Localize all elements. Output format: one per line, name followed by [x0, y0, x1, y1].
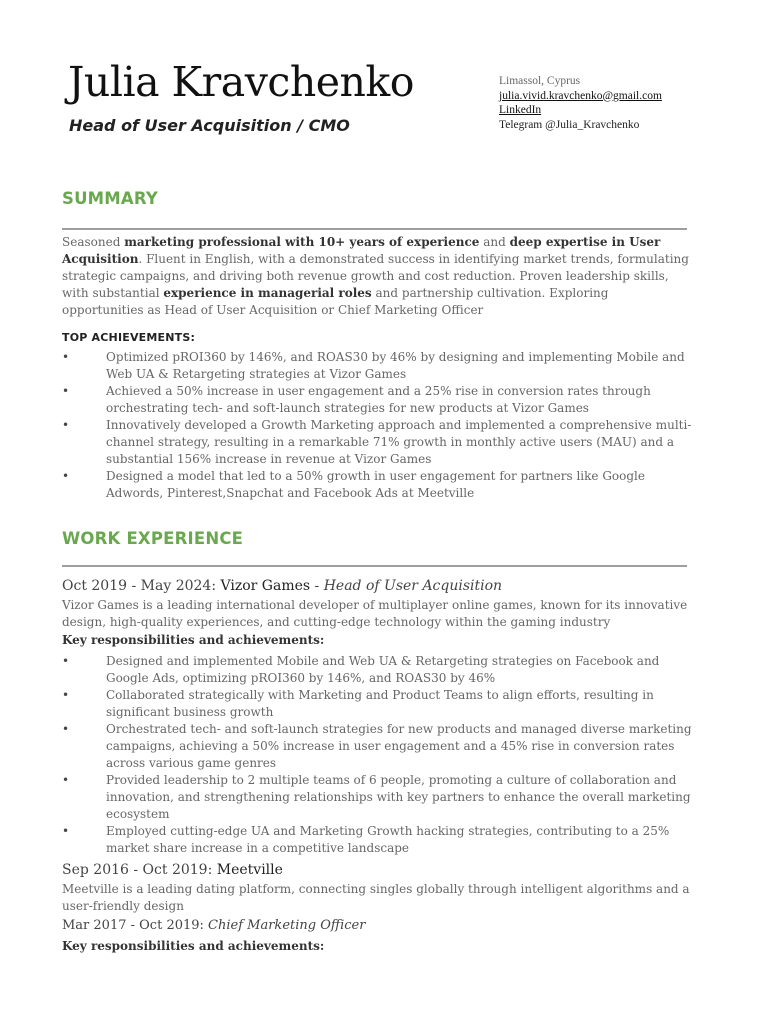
- job-2-role-dates: Mar 2017 - Oct 2019:: [62, 918, 209, 933]
- contact-linkedin-link[interactable]: LinkedIn: [499, 104, 542, 116]
- job-1-dates: Oct 2019 - May 2024:: [62, 578, 221, 594]
- list-item: [62, 417, 692, 468]
- summary-bold-2: 10+ years of experience: [318, 235, 480, 249]
- contact-telegram: Telegram @Julia_Kravchenko: [499, 118, 640, 131]
- summary-bold-4: experience in managerial roles: [163, 286, 372, 300]
- list-item-text: Optimized pROI360 by 146%, and ROAS30 by 46% by designing and implementing Mobile and Web UA & Retargeting strategies at Vizor Games: [106, 350, 685, 381]
- list-item-text: Designed a model that led to a 50% growth in user engagement for partners like Google Adwords, Pinterest,Snapchat and Facebook Ads at Meetville: [106, 469, 645, 500]
- job-2-header: [62, 862, 283, 878]
- bullet-icon: •: [62, 469, 70, 483]
- list-item: [62, 687, 692, 721]
- summary-bold-3: deep expertise in User Acquisition: [62, 235, 661, 266]
- top-achievements-list: [62, 349, 692, 502]
- contact-email-link[interactable]: julia.vivid.kravchenko@gmail.com: [499, 89, 662, 102]
- job-1-company: Vizor Games: [220, 578, 311, 594]
- list-item: [62, 653, 692, 687]
- top-achievements-heading: TOP ACHIEVEMENTS:: [62, 331, 196, 344]
- summary-text-1: Seasoned: [62, 235, 125, 249]
- summary-paragraph: [62, 234, 692, 319]
- summary-bold-1: marketing professional with: [124, 235, 319, 249]
- list-item-text: Collaborated strategically with Marketing and Product Teams to align efforts, resulting in significant business growth: [106, 688, 654, 719]
- job-2-responsibilities-label: Key responsibilities and achievements:: [62, 939, 325, 953]
- list-item-text: Achieved a 50% increase in user engagement and a 25% rise in conversion rates through orchestrating tech- and soft-launch strategies for new products at Vizor Games: [106, 384, 651, 415]
- summary-text-3: . Fluent in English, with a demonstrated success in identifying market trends, formulating strategic campaigns, and driving both revenue growth and cost reduction. Proven leadership skills, with substantial: [62, 252, 689, 300]
- job-2-company: Meetville: [216, 862, 283, 878]
- list-item: [62, 383, 692, 417]
- bullet-icon: •: [62, 350, 70, 364]
- bullet-icon: •: [62, 384, 70, 398]
- list-item: [62, 772, 692, 823]
- list-item: [62, 823, 692, 857]
- list-item-text: Orchestrated tech- and soft-launch strategies for new products and managed diverse marketing campaigns, achieving a 50% increase in user engagement and a 45% rise in conversion rates across various game genres: [106, 722, 692, 770]
- bullet-icon: •: [62, 688, 70, 702]
- list-item: [62, 721, 692, 772]
- job-1-separator: -: [310, 578, 324, 594]
- summary-heading: SUMMARY: [62, 189, 159, 208]
- job-2-role-line: [62, 918, 365, 933]
- bullet-icon: •: [62, 824, 70, 838]
- summary-text-2: and: [479, 235, 510, 249]
- candidate-name: Julia Kravchenko: [68, 58, 414, 106]
- bullet-icon: •: [62, 418, 70, 432]
- job-2-description: Meetville is a leading dating platform, connecting singles globally through intelligent algorithms and a user-friendly design: [62, 882, 690, 913]
- job-2-role: Chief Marketing Officer: [208, 918, 366, 933]
- job-2-dates: Sep 2016 - Oct 2019:: [62, 862, 217, 878]
- contact-location: Limassol, Cyprus: [499, 75, 581, 87]
- list-item: [62, 349, 692, 383]
- job-1-responsibilities-label: Key responsibilities and achievements:: [62, 633, 325, 647]
- contact-block: [499, 74, 662, 132]
- work-experience-heading: WORK EXPERIENCE: [62, 529, 244, 548]
- list-item: [62, 468, 692, 502]
- candidate-title: Head of User Acquisition / CMO: [69, 116, 350, 135]
- summary-divider: [62, 228, 687, 230]
- job-1-bullets: [62, 653, 692, 857]
- bullet-icon: •: [62, 654, 70, 668]
- bullet-icon: •: [62, 722, 70, 736]
- list-item-text: Designed and implemented Mobile and Web UA & Retargeting strategies on Facebook and Google Ads, optimizing pROI360 by 146%, and ROAS30 by 46%: [106, 654, 660, 685]
- job-1-description: Vizor Games is a leading international developer of multiplayer online games, known for its innovative design, high-quality experiences, and cutting-edge technology within the gaming industry: [62, 598, 688, 629]
- job-1-header: [62, 578, 502, 594]
- bullet-icon: •: [62, 773, 70, 787]
- list-item-text: Employed cutting-edge UA and Marketing Growth hacking strategies, contributing to a 25% market share increase in a competitive landscape: [106, 824, 670, 855]
- work-divider: [62, 565, 687, 567]
- list-item-text: Provided leadership to 2 multiple teams of 6 people, promoting a culture of collaboration and innovation, and strengthening relationships with key partners to enhance the overall marketing ecosystem: [106, 773, 691, 821]
- list-item-text: Innovatively developed a Growth Marketing approach and implemented a comprehensive multi-channel strategy, resulting in a remarkable 71% growth in monthly active users (MAU) and a substantial 156% increase in revenue at Vizor Games: [106, 418, 692, 466]
- summary-text-4: and partnership cultivation. Exploring opportunities as Head of User Acquisition or Chief Marketing Officer: [62, 286, 609, 317]
- job-1-role: Head of User Acquisition: [323, 578, 503, 594]
